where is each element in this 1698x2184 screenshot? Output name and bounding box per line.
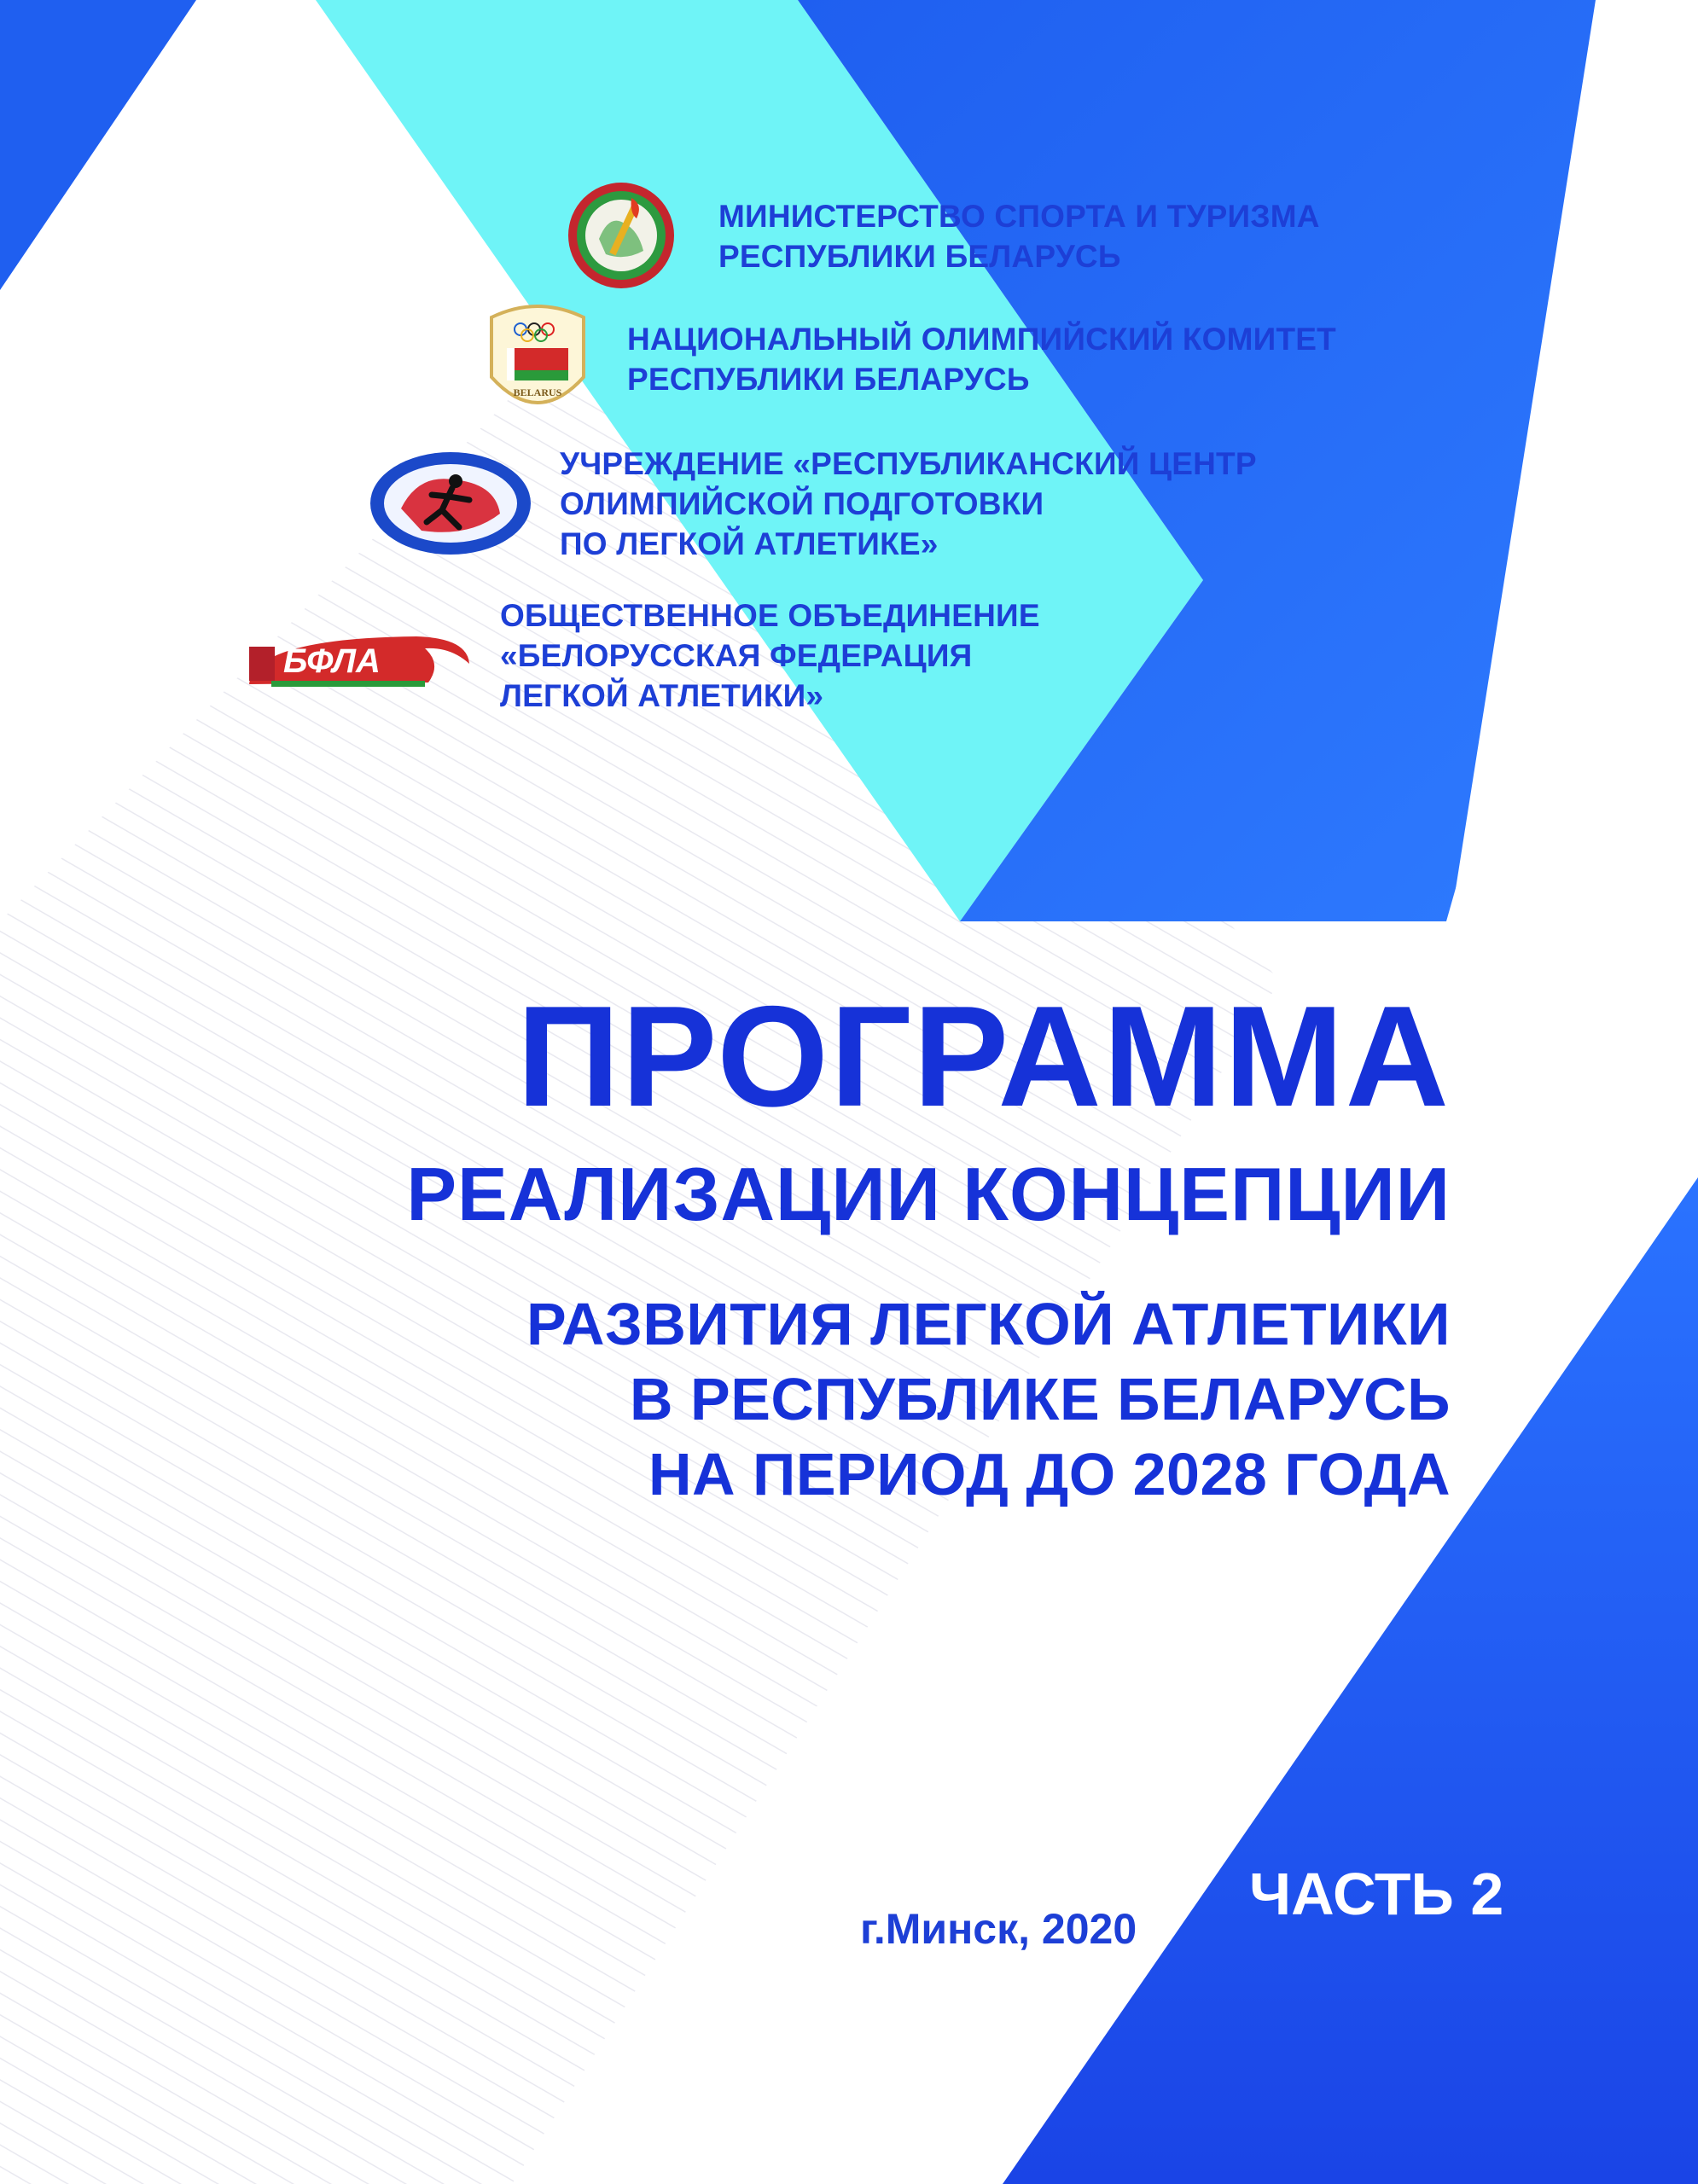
org-center-line-1: УЧРЕЖДЕНИЕ «РЕСПУБЛИКАНСКИЙ ЦЕНТР [560, 446, 1257, 481]
ministry-emblem-icon [565, 179, 677, 292]
org-ministry-line-2: РЕСПУБЛИКИ БЕЛАРУСЬ [718, 239, 1121, 274]
org-olympic-committee [627, 319, 1336, 399]
title-lines [526, 1287, 1451, 1512]
olympic-committee-emblem-icon [483, 300, 592, 418]
athletics-center-emblem-icon [367, 449, 534, 558]
org-ministry [718, 196, 1320, 276]
city-year: г.Минск, 2020 [860, 1905, 1137, 1953]
org-olympic-line-2: РЕСПУБЛИКИ БЕЛАРУСЬ [627, 362, 1030, 397]
org-athletics-center [560, 444, 1257, 564]
title-main: ПРОГРАММА [516, 976, 1451, 1136]
org-center-line-3: ПО ЛЕГКОЙ АТЛЕТИКЕ» [560, 526, 939, 561]
org-bfla-line-2: «БЕЛОРУССКАЯ ФЕДЕРАЦИЯ [500, 638, 973, 673]
title-line-1: РАЗВИТИЯ ЛЕГКОЙ АТЛЕТИКИ [526, 1291, 1451, 1357]
bfla-logo-text: БФЛА [283, 642, 381, 680]
org-bfla-line-3: ЛЕГКОЙ АТЛЕТИКИ» [500, 678, 824, 713]
bfla-logo-icon [246, 630, 476, 693]
title-sub: РЕАЛИЗАЦИИ КОНЦЕПЦИИ [406, 1152, 1451, 1236]
title-line-3: НА ПЕРИОД ДО 2028 ГОДА [648, 1441, 1451, 1507]
org-bfla-line-1: ОБЩЕСТВЕННОЕ ОБЪЕДИНЕНИЕ [500, 598, 1040, 633]
org-ministry-line-1: МИНИСТЕРСТВО СПОРТА И ТУРИЗМА [718, 199, 1320, 234]
olympic-logo-text: BELARUS [513, 386, 562, 398]
org-bfla [500, 595, 1040, 716]
title-line-2: В РЕСПУБЛИКЕ БЕЛАРУСЬ [630, 1366, 1451, 1432]
org-olympic-line-1: НАЦИОНАЛЬНЫЙ ОЛИМПИЙСКИЙ КОМИТЕТ [627, 322, 1336, 357]
org-center-line-2: ОЛИМПИЙСКОЙ ПОДГОТОВКИ [560, 486, 1044, 521]
part-label: ЧАСТЬ 2 [1249, 1861, 1504, 1927]
